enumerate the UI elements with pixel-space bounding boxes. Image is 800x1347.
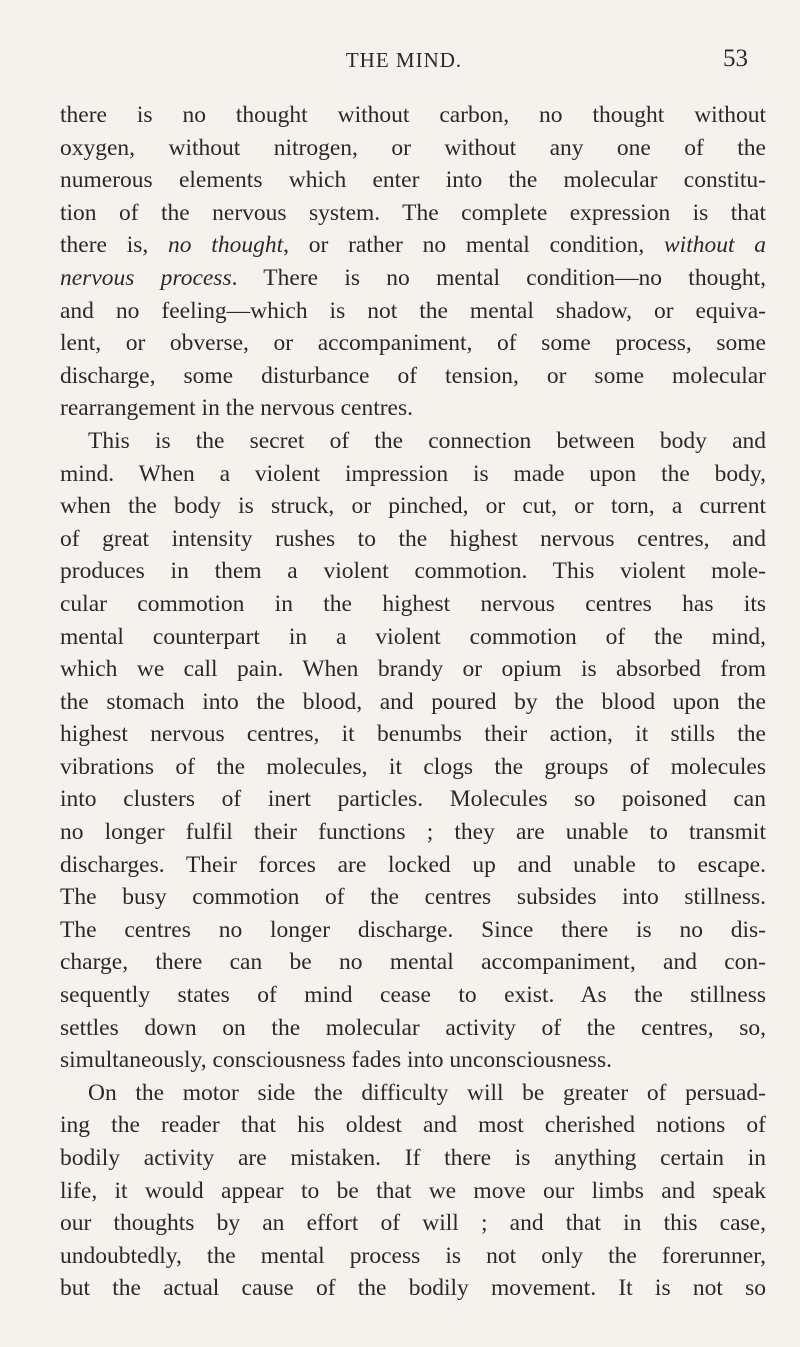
text-line: into clusters of inert particles. Molecules so poisoned can — [60, 786, 766, 813]
text-line: undoubtedly, the mental process is not only the forerunner, — [60, 1242, 766, 1269]
text-line — [60, 229, 766, 262]
text-line: which we call pain. When brandy or opium is absorbed from — [60, 656, 766, 683]
text-line: our thoughts by an effort of will ; and that in this case, — [60, 1210, 766, 1237]
text-line: settles down on the molecular activity of the centres, so, — [60, 1014, 766, 1041]
text-line: discharge, some disturbance of tension, or some molecular — [60, 362, 766, 389]
text-line: On the motor side the difficulty will be greater of persuad- — [88, 1079, 766, 1106]
text-line: there is no thought without carbon, no thought without — [60, 102, 766, 128]
text-line: simultaneously, consciousness fades into unconsciousness. — [60, 1047, 612, 1074]
text-line: the stomach into the blood, and poured by the blood upon the — [60, 688, 766, 715]
italic-phrase: nervous process — [60, 264, 232, 291]
text-run: . There is no mental condition—no thought, — [231, 264, 766, 291]
text-line: sequently states of mind cease to exist. As the stillness — [60, 982, 766, 1009]
text-line: and no feeling—which is not the mental shadow, or equiva- — [60, 297, 766, 324]
text-line: vibrations of the molecules, it clogs the groups of molecules — [60, 753, 766, 780]
text-line: numerous elements which enter into the molecular constitu- — [60, 167, 766, 194]
text-line: charge, there can be no mental accompaniment, and con- — [60, 949, 766, 976]
text-line: mental counterpart in a violent commotion of the mind, — [60, 623, 766, 650]
text-line: discharges. Their forces are locked up and unable to escape. — [60, 851, 766, 878]
text-line: when the body is struck, or pinched, or cut, or torn, a current — [60, 493, 766, 520]
text-line: produces in them a violent commotion. This violent mole- — [60, 558, 766, 585]
text-line: The busy commotion of the centres subsides into stillness. — [60, 884, 766, 911]
text-line: tion of the nervous system. The complete expression is that — [60, 199, 766, 226]
body-text — [60, 99, 766, 1305]
text-line: highest nervous centres, it benumbs their action, it stills the — [60, 721, 766, 748]
italic-phrase: without a — [663, 232, 767, 259]
text-line: life, it would appear to be that we move our limbs and speak — [60, 1177, 766, 1204]
text-line: oxygen, without nitrogen, or without any one of the — [60, 134, 766, 161]
text-line: This is the secret of the connection between body and — [88, 427, 766, 454]
text-line: ing the reader that his oldest and most cherished notions of — [60, 1112, 766, 1139]
text-line: lent, or obverse, or accompaniment, of some process, some — [60, 330, 766, 357]
running-title: THE MIND. — [345, 48, 463, 72]
text-line: bodily activity are mistaken. If there is anything certain in — [60, 1145, 766, 1171]
text-line — [60, 262, 766, 295]
text-line: mind. When a violent impression is made upon the body, — [60, 460, 766, 487]
text-run: , or rather no mental condition, — [283, 232, 664, 259]
text-line: but the actual cause of the bodily movement. It is not so — [60, 1275, 766, 1302]
text-line: cular commotion in the highest nervous centres has its — [60, 590, 766, 617]
text-line: of great intensity rushes to the highest nervous centres, and — [60, 525, 766, 552]
text-line: no longer fulfil their functions ; they are unable to transmit — [60, 819, 766, 846]
text-run: there is, — [60, 232, 169, 259]
text-line: The centres no longer discharge. Since there is no dis- — [60, 916, 766, 943]
page-number: 53 — [723, 45, 748, 72]
italic-phrase: no thought — [168, 232, 284, 259]
text-line: rearrangement in the nervous centres. — [60, 395, 413, 422]
page-header — [60, 45, 748, 78]
